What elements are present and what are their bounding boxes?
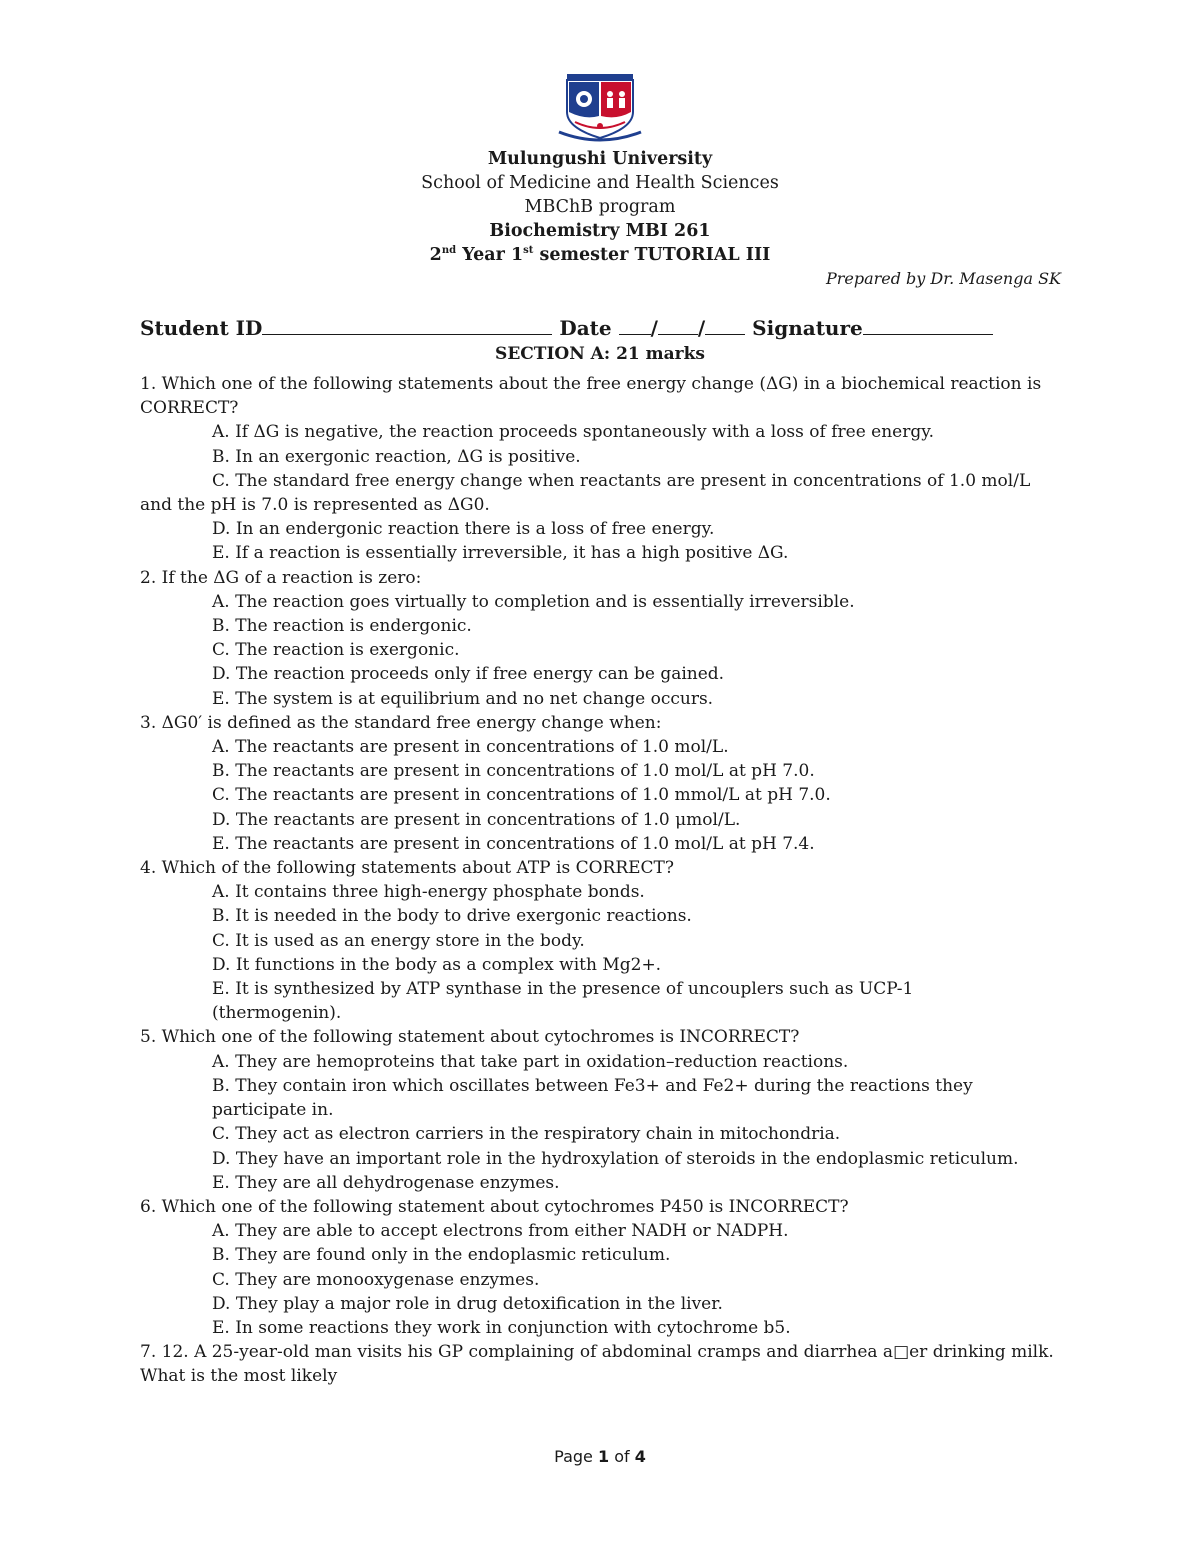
prepared-by: Prepared by Dr. Masenga SK xyxy=(825,269,1061,288)
option-e: E. If a reaction is essentially irreversible, it has a high positive ΔG. xyxy=(212,543,789,564)
student-id-label: Student ID xyxy=(140,316,263,340)
option-c: C. The reactants are present in concentrations of 1.0 mmol/L at pH 7.0. xyxy=(212,785,831,806)
option-c: C. It is used as an energy store in the body. xyxy=(212,930,585,951)
option-c: C. They are monooxygenase enzymes. xyxy=(212,1269,540,1290)
university-name: Mulungushi University xyxy=(487,149,713,169)
option-c: C. The standard free energy change when reactants are present in concentrations of 1.0 mol/L xyxy=(212,470,1031,491)
question-stem: 5. Which one of the following statement about cytochromes is INCORRECT? xyxy=(140,1027,800,1048)
option-a: A. The reactants are present in concentrations of 1.0 mol/L. xyxy=(212,737,729,758)
option-e-continued: (thermogenin). xyxy=(212,1003,342,1024)
option-e: E. It is synthesized by ATP synthase in the presence of uncouplers such as UCP-1 xyxy=(212,979,914,1000)
option-d: D. They have an important role in the hydroxylation of steroids in the endoplasmic reticulum. xyxy=(212,1148,1019,1169)
signature-blank[interactable] xyxy=(863,316,993,335)
option-e: E. The reactants are present in concentrations of 1.0 mol/L at pH 7.4. xyxy=(212,833,815,854)
question-stem: 6. Which one of the following statement about cytochromes P450 is INCORRECT? xyxy=(140,1196,849,1217)
program-name: MBChB program xyxy=(524,197,676,217)
option-e: E. The system is at equilibrium and no net change occurs. xyxy=(212,688,714,709)
section-heading: SECTION A: 21 marks xyxy=(495,344,705,364)
option-d: D. The reactants are present in concentrations of 1.0 μmol/L. xyxy=(212,809,741,830)
option-d: D. It functions in the body as a complex with Mg2+. xyxy=(212,954,662,975)
option-c: C. The reaction is exergonic. xyxy=(212,640,460,661)
university-crest-logo xyxy=(555,72,645,144)
student-info-line: Student ID Date / / Signature xyxy=(140,316,993,340)
date-month-blank[interactable] xyxy=(658,316,698,335)
option-d: D. They play a major role in drug detoxification in the liver. xyxy=(212,1293,723,1314)
option-a: A. The reaction goes virtually to completion and is essentially irreversible. xyxy=(212,591,855,612)
option-c: C. They act as electron carriers in the respiratory chain in mitochondria. xyxy=(212,1124,841,1145)
student-id-blank[interactable] xyxy=(262,316,552,335)
date-year-blank[interactable] xyxy=(705,316,745,335)
question-7 xyxy=(140,1340,1065,1388)
question-stem: 7. 12. A 25-year-old man visits his GP complaining of abdominal cramps and diarrhea a□er drinking milk. What is the most likely xyxy=(140,1342,1054,1387)
option-b-continued: participate in. xyxy=(212,1100,334,1121)
question-stem: 2. If the ΔG of a reaction is zero: xyxy=(140,567,422,588)
option-b: B. They contain iron which oscillates between Fe3+ and Fe2+ during the reactions they xyxy=(212,1075,973,1096)
questions-list xyxy=(140,372,1065,1389)
question-stem: 1. Which one of the following statements about the free energy change (ΔG) in a biochemical reaction is CORRECT? xyxy=(140,374,1042,419)
option-e: E. In some reactions they work in conjunction with cytochrome b5. xyxy=(212,1317,791,1338)
question-3 xyxy=(140,711,1065,856)
option-d: D. In an endergonic reaction there is a loss of free energy. xyxy=(212,519,715,540)
option-b: B. The reactants are present in concentrations of 1.0 mol/L at pH 7.0. xyxy=(212,761,815,782)
school-name: School of Medicine and Health Sciences xyxy=(421,173,779,193)
question-stem: 4. Which of the following statements about ATP is CORRECT? xyxy=(140,858,675,879)
option-e: E. They are all dehydrogenase enzymes. xyxy=(212,1172,560,1193)
question-1 xyxy=(140,372,1065,566)
question-stem: 3. ΔG0′ is defined as the standard free energy change when: xyxy=(140,712,662,733)
option-d: D. The reaction proceeds only if free energy can be gained. xyxy=(212,664,725,685)
option-c-continued: and the pH is 7.0 is represented as ΔG0. xyxy=(140,495,490,516)
date-label: Date xyxy=(559,316,612,340)
course-title: Biochemistry MBI 261 xyxy=(489,221,711,241)
option-a: A. They are able to accept electrons from either NADH or NADPH. xyxy=(212,1221,789,1242)
signature-label: Signature xyxy=(752,316,863,340)
question-4 xyxy=(140,856,1065,1025)
option-a: A. It contains three high-energy phosphate bonds. xyxy=(212,882,645,903)
option-a: A. They are hemoproteins that take part in oxidation–reduction reactions. xyxy=(212,1051,849,1072)
question-5 xyxy=(140,1025,1065,1194)
option-b: B. In an exergonic reaction, ΔG is positive. xyxy=(212,446,581,467)
tutorial-title: 2nd Year 1st semester TUTORIAL III xyxy=(429,245,771,265)
date-day-blank[interactable] xyxy=(619,316,651,335)
option-a: A. If ΔG is negative, the reaction proceeds spontaneously with a loss of free energy. xyxy=(212,422,934,443)
option-b: B. The reaction is endergonic. xyxy=(212,616,472,637)
question-2 xyxy=(140,566,1065,711)
option-b: B. It is needed in the body to drive exergonic reactions. xyxy=(212,906,692,927)
page-number: Page 1 of 4 xyxy=(554,1447,646,1466)
option-b: B. They are found only in the endoplasmic reticulum. xyxy=(212,1245,671,1266)
question-6 xyxy=(140,1195,1065,1340)
